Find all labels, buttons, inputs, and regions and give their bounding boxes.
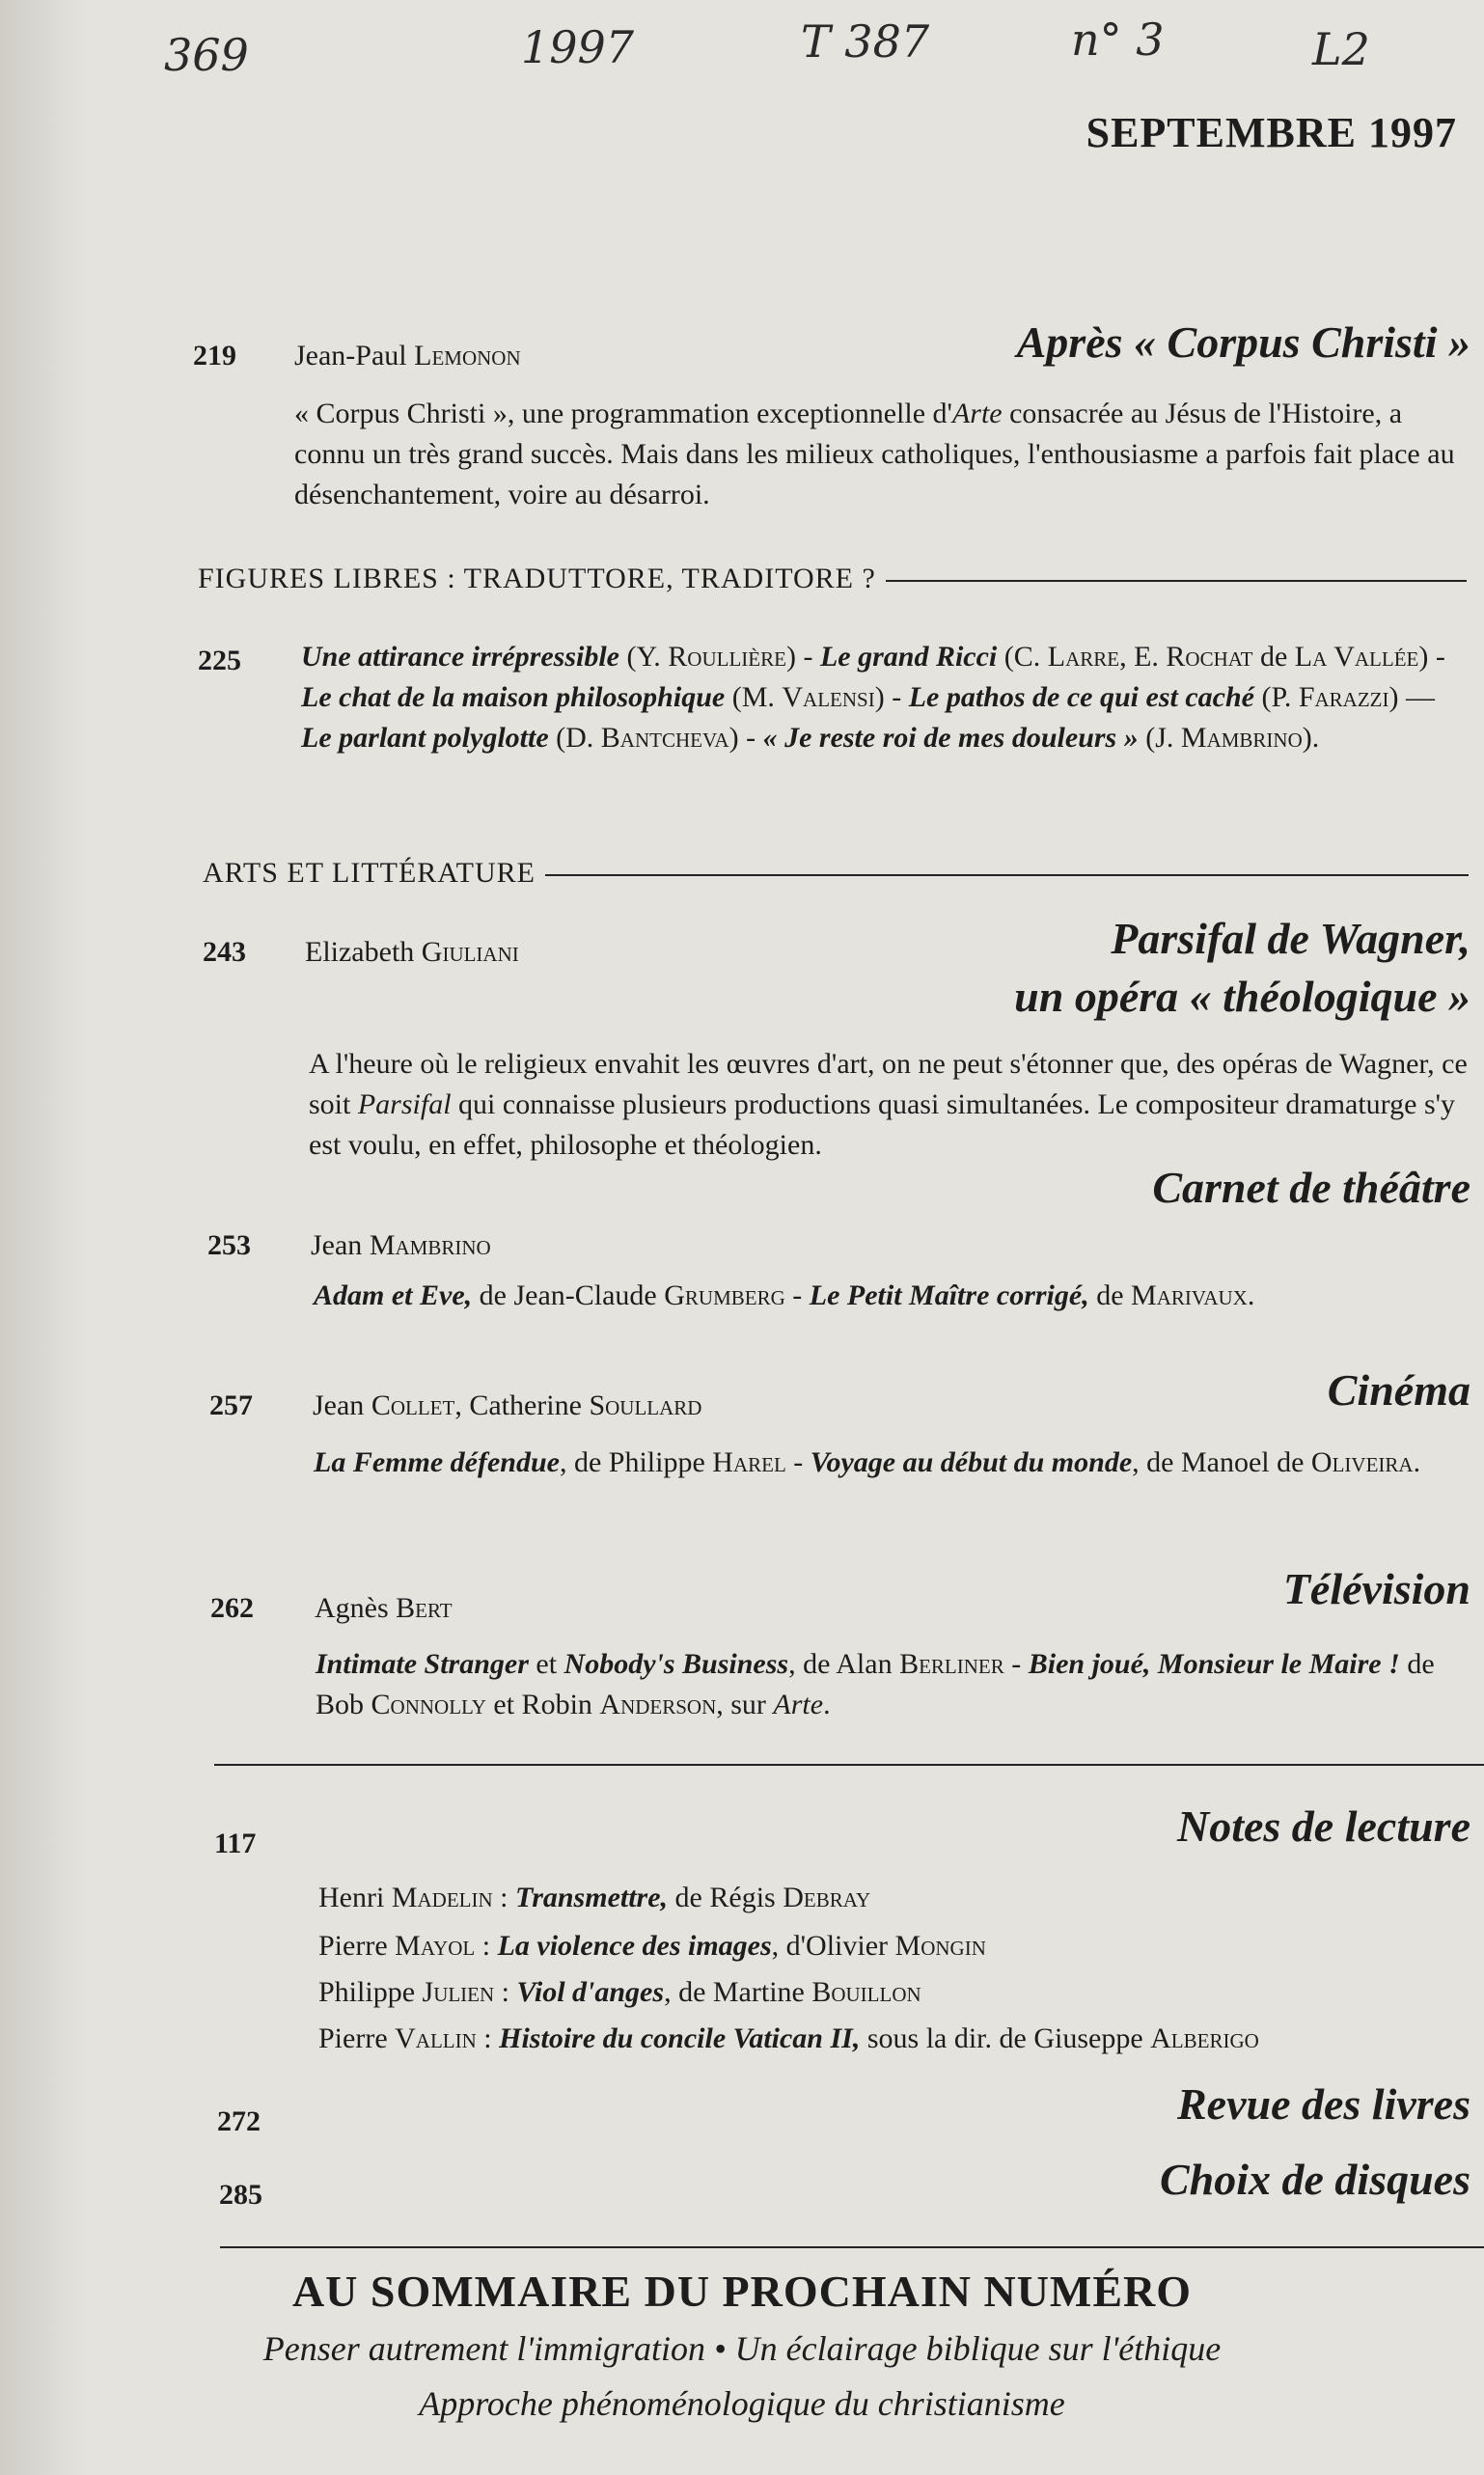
- article-title: Parsifal de Wagner,: [1111, 914, 1470, 963]
- article-title: Après « Corpus Christi »: [1016, 317, 1470, 367]
- article-title: Cinéma: [1327, 1365, 1470, 1415]
- next-issue-topics: Approche phénoménologique du christianisme: [419, 2384, 1065, 2423]
- article-author: Jean Collet, Catherine Soullard: [313, 1389, 702, 1421]
- review-item: Pierre Vallin : Histoire du concile Vatican II, sous la dir. de Giuseppe Alberigo: [318, 2022, 1259, 2054]
- section-title: Revue des livres: [1176, 2079, 1470, 2129]
- page-number: 117: [214, 1828, 257, 1859]
- article-title: Télévision: [1282, 1564, 1470, 1613]
- figures-list: Une attirance irrépressible (Y. Roullière) - Le grand Ricci (C. Larre, E. Rochat de La Vallée) - Le chat de la maison philosophique (M. Valensi) - Le pathos de ce qui est caché (P. Farazzi) — Le parlant polyglotte (D. Bantcheva) - « Je reste roi de mes douleurs » (J. Mambrino).: [301, 641, 1445, 754]
- handwritten-note: 1997: [521, 21, 635, 73]
- article-summary: Intimate Stranger et Nobody's Business, de Alan Berliner - Bien joué, Monsieur le Maire ! de Bob Connolly et Robin Anderson, sur Arte.: [316, 1648, 1435, 1720]
- article-summary: Adam et Eve, de Jean-Claude Grumberg - Le Petit Maître corrigé, de Marivaux.: [314, 1279, 1255, 1311]
- page-number: 285: [219, 2179, 262, 2211]
- handwritten-note: L2: [1312, 23, 1370, 75]
- scan-margin: [0, 0, 87, 2475]
- article-summary: La Femme défendue, de Philippe Harel - Voyage au début du monde, de Manoel de Oliveira.: [314, 1446, 1421, 1478]
- section-heading: ARTS ET LITTÉRATURE: [203, 857, 1469, 890]
- page-number: 219: [193, 340, 236, 371]
- article-summary: A l'heure où le religieux envahit les œuvres d'art, on ne peut s'étonner que, des opéras de Wagner, ce soit Parsifal qui connaisse plusieurs productions quasi simultanées. Le compositeur dramaturge s'y est voulu, en effet, philosophe et théologien.: [309, 1048, 1468, 1161]
- page-number: 243: [203, 936, 246, 968]
- article-summary: « Corpus Christi », une programmation exceptionnelle d'Arte consacrée au Jésus de l'Histoire, a connu un très grand succès. Mais dans les milieux catholiques, l'enthousiasme a parfois fait place au désenchantement, voire au désarroi.: [294, 398, 1455, 510]
- page-number: 253: [207, 1229, 251, 1261]
- page-number: 257: [209, 1389, 253, 1421]
- section-title: Choix de disques: [1159, 2155, 1470, 2204]
- article-title: Carnet de théâtre: [1152, 1163, 1470, 1212]
- issue-date: SEPTEMBRE 1997: [1086, 109, 1457, 156]
- handwritten-note: n° 3: [1071, 14, 1165, 66]
- handwritten-note: T 387: [801, 15, 930, 68]
- article-author: Jean-Paul Lemonon: [294, 340, 521, 371]
- page-number: 262: [210, 1592, 254, 1624]
- next-issue-topics: Penser autrement l'immigration • Un éclairage biblique sur l'éthique: [262, 2329, 1222, 2368]
- next-issue-heading: AU SOMMAIRE DU PROCHAIN NUMÉRO: [291, 2267, 1193, 2316]
- article-author: Elizabeth Giuliani: [305, 936, 519, 968]
- section-title: Notes de lecture: [1176, 1801, 1470, 1851]
- article-title: un opéra « théologique »: [1014, 972, 1470, 1021]
- review-item: Henri Madelin : Transmettre, de Régis Debray: [318, 1882, 871, 1913]
- divider: [220, 2246, 1484, 2248]
- article-author: Agnès Bert: [315, 1592, 453, 1624]
- review-item: Pierre Mayol : La violence des images, d'Olivier Mongin: [318, 1930, 986, 1962]
- page-number: 225: [198, 645, 241, 676]
- review-item: Philippe Julien : Viol d'anges, de Martine Bouillon: [318, 1976, 921, 2008]
- page-number: 272: [217, 2105, 261, 2137]
- section-heading: FIGURES LIBRES : TRADUTTORE, TRADITORE ?: [198, 563, 1467, 595]
- article-author: Jean Mambrino: [311, 1229, 491, 1261]
- handwritten-note: 369: [164, 29, 249, 81]
- divider: [214, 1764, 1484, 1766]
